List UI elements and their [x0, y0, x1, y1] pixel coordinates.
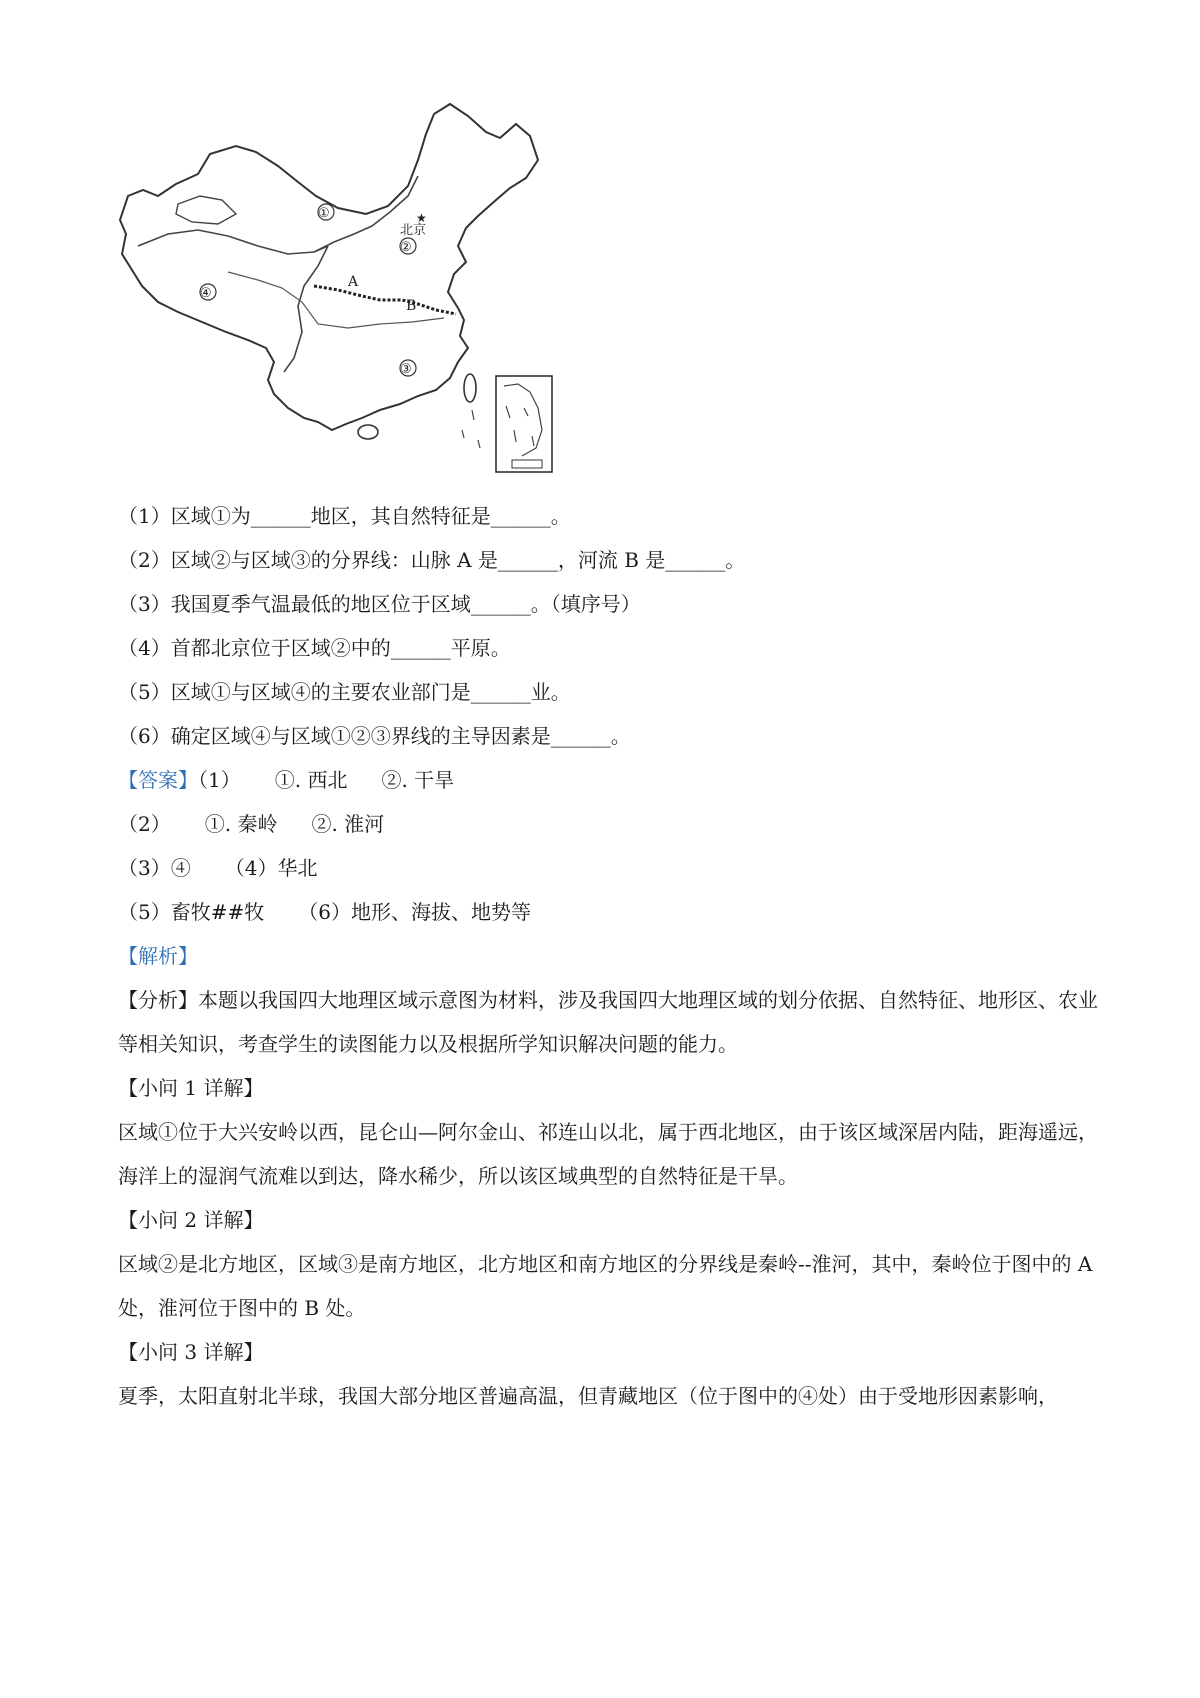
boundary-tibet-east: [284, 246, 328, 372]
q2-heading: 【小问 2 详解】: [118, 1208, 264, 1232]
mountain-a-label: A: [348, 274, 359, 290]
beijing-label: 北京: [400, 223, 427, 238]
q3-body: 夏季，太阳直射北半球，我国大部分地区普遍高温，但青藏地区（位于图中的④处）由于受地形因素影响，: [118, 1384, 1058, 1408]
analysis-label: 【解析】: [118, 944, 198, 968]
answer-2-num: （2）: [118, 812, 171, 836]
inset-coast: [504, 384, 542, 456]
question-6: （6）确定区域④与区域①②③界线的主导因素是______。: [118, 724, 631, 748]
answer-2-a: ①. 秦岭: [204, 812, 278, 836]
inset-label-box: [512, 460, 542, 468]
taiwan-island: [464, 374, 476, 402]
answer-3-a: （3）④: [118, 856, 191, 880]
hainan-island: [358, 425, 378, 439]
answer-line-3: [118, 854, 317, 882]
region-1-label: ①: [318, 206, 330, 221]
map-drawing: [118, 96, 618, 516]
islands-dashes: [462, 410, 480, 448]
question-5: （5）区域①与区域④的主要农业部门是______业。: [118, 680, 571, 704]
answer-line-4: [118, 898, 531, 926]
china-regions-map: [118, 96, 618, 516]
answer-1-a: ①. 西北: [274, 768, 348, 792]
answer-1-num: （1）: [198, 768, 241, 792]
region-2-label: ②: [400, 240, 412, 255]
analysis-fenxi: 【分析】本题以我国四大地理区域示意图为材料，涉及我国四大地理区域的划分依据、自然特征、地形区、农业等相关知识，考查学生的读图能力以及根据所学知识解决问题的能力。: [118, 988, 1098, 1056]
answer-line-2: [118, 810, 384, 838]
region-4-label: ④: [200, 286, 212, 301]
question-1: （1）区域①为______地区，其自然特征是______。: [118, 504, 571, 528]
south-china-sea-inset: [496, 376, 552, 472]
answer-line-1: [118, 766, 454, 794]
answer-3-b: （4）华北: [224, 856, 318, 880]
question-4: （4）首都北京位于区域②中的______平原。: [118, 636, 511, 660]
river-b-label: B: [406, 298, 417, 314]
answer-4-b: （6）地形、海拔、地势等: [298, 900, 531, 924]
q2-body: 区域②是北方地区，区域③是南方地区，北方地区和南方地区的分界线是秦岭--淮河，其中，秦岭位于图中的 A 处，淮河位于图中的 B 处。: [118, 1252, 1093, 1320]
answer-label: 【答案】: [118, 768, 198, 792]
q1-heading: 【小问 1 详解】: [118, 1076, 264, 1100]
answer-1-b: ②. 干旱: [381, 768, 455, 792]
boundary-northwest-tibet: [138, 230, 328, 254]
inset-dashes: [506, 406, 534, 446]
q1-body: 区域①位于大兴安岭以西，昆仑山—阿尔金山、祁连山以北，属于西北地区，由于该区域深居内陆，距海遥远，海洋上的湿润气流难以到达，降水稀少，所以该区域典型的自然特征是干旱。: [118, 1120, 1098, 1188]
region-3-label: ③: [400, 362, 412, 377]
question-3: （3）我国夏季气温最低的地区位于区域______。（填序号）: [118, 592, 641, 616]
q3-heading: 【小问 3 详解】: [118, 1340, 264, 1364]
desert-basin: [176, 196, 236, 224]
answer-4-a: （5）畜牧##牧: [118, 900, 265, 924]
answer-2-b: ②. 淮河: [311, 812, 385, 836]
beijing-star: ★: [416, 211, 427, 225]
qinling-huaihe-line: [314, 286, 456, 314]
question-2: （2）区域②与区域③的分界线：山脉 A 是______，河流 B 是______。: [118, 548, 746, 572]
